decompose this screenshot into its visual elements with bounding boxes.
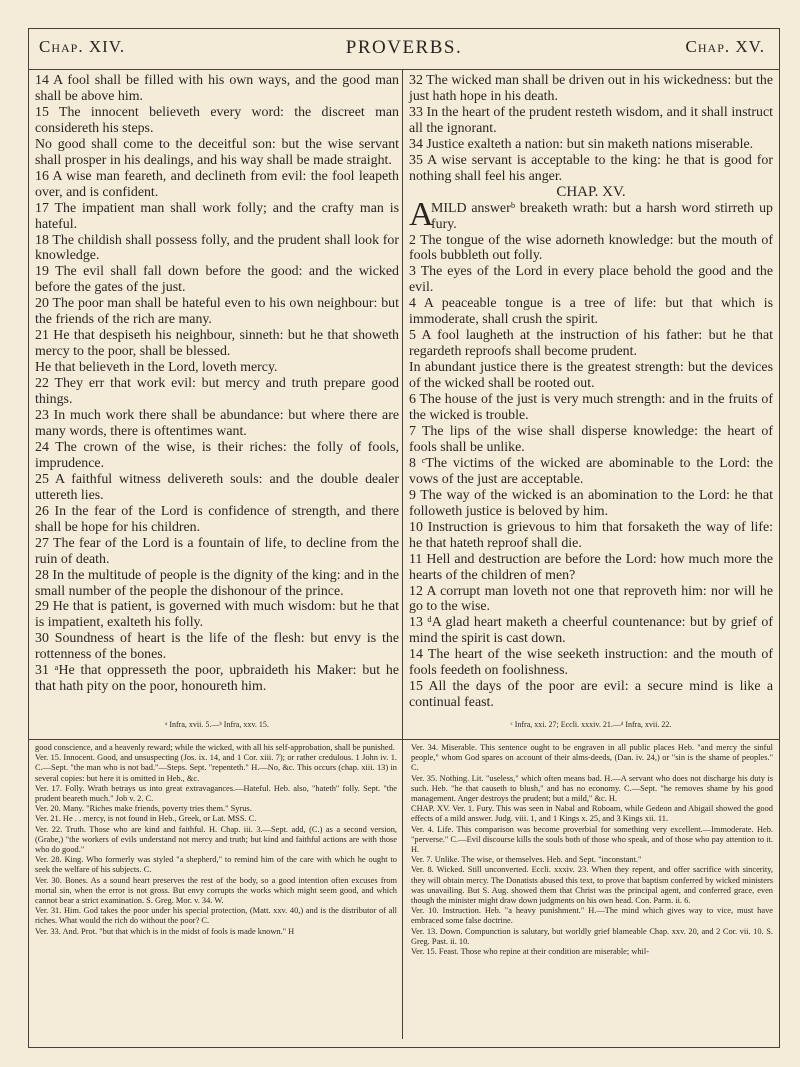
verse: 10 Instruction is grievous to him that forsaketh the way of life: he that hateth reproof shall die.: [409, 519, 773, 551]
verse: 14 A fool shall be filled with his own ways, and the good man shall be above him.: [35, 73, 399, 104]
column-divider: [402, 69, 403, 740]
verse: 18 The childish shall possess folly, and the prudent shall look for knowledge.: [35, 232, 399, 264]
footnote-references-right: ᶜ Infra, xxi. 27; Eccli. xxxiv. 21.—ᵈ Infra, xvii. 22.: [510, 720, 672, 729]
commentary-note: Ver. 17. Folly. Wrath betrays us into great extravagances.—Hateful. Heb. also, "hateth" folly. Sept. "the prudent beareth much." Job v. 2. C.: [35, 783, 397, 804]
verse: 20 The poor man shall be hateful even to his own neighbour: but the friends of the rich are many.: [35, 296, 399, 328]
chapter-first-verse: [409, 195, 773, 233]
commentary-note: Ver. 7. Unlike. The wise, or themselves. Heb. and Sept. "inconstant.": [411, 855, 642, 865]
first-verse-text: MILD answerᵇ breaketh wrath: but a harsh word stirreth up fury.: [431, 200, 773, 232]
verse: 19 The evil shall fall down before the good: and the wicked before the gates of the just.: [35, 264, 399, 296]
commentary-note: CHAP. XV. Ver. 1. Fury. This was seen in Nabal and Roboam, while Gedeon and Abigail showed the good effects of a mild answer. Judg. viii. 1, and 1 Kings x. 25, and 3 Kings xii. 11.: [411, 804, 773, 824]
book-title: PROVERBS.: [345, 37, 463, 58]
verse: 13 ᵈA glad heart maketh a cheerful countenance: but by grief of mind the spirit is cast down.: [409, 615, 773, 647]
verse: 28 In the multitude of people is the dignity of the king: and in the small number of the people the dishonour of the prince.: [35, 567, 399, 599]
right-text-column: [409, 73, 773, 711]
commentary-note: Ver. 20. Many. "Riches make friends, poverty tries them." Syrus.: [35, 804, 252, 814]
verse: He that believeth in the Lord, loveth mercy.: [35, 360, 278, 376]
verse: 25 A faithful witness delivereth souls: and the double dealer uttereth lies.: [35, 471, 399, 503]
commentary-note: Ver. 15. Innocent. Good, and unsuspecting (Jos. ix. 14, and 1 Cor. xiii. 7); or rather credulous. 1 John iv. 1. C.—Sept. "the man who is not bad."—Steps. Sept. "repenteth." H.—No, &c. This occurs (chap. xiii. 13) in several copies: but here it is omitted in Heb., &c.: [35, 753, 397, 783]
chapter-left-label: Chap. XIV.: [39, 37, 126, 56]
verse: 21 He that despiseth his neighbour, sinneth: but he that showeth mercy to the poor, shall be blessed.: [35, 328, 399, 360]
verse: 32 The wicked man shall be driven out in his wickedness: but the just hath hope in his death.: [409, 73, 773, 104]
verse: 6 The house of the just is very much strength: and in the fruits of the wicked is trouble.: [409, 392, 773, 424]
commentary-note: good conscience, and a heavenly reward; while the wicked, with all his self-approbation, shall be punished.: [35, 743, 395, 752]
notes-column-divider: [402, 739, 403, 1039]
verse: 14 The heart of the wise seeketh instruction: and the mouth of fools feedeth on foolishness.: [409, 647, 773, 679]
verse: 35 A wise servant is acceptable to the king: he that is good for nothing shall feel his anger.: [409, 152, 773, 184]
commentary-note: Ver. 30. Bones. As a sound heart preserves the rest of the body, so a good intention often excuses from mortal sin, when the error is not gross. But envy corrupts the works which might seem good, and which cannot bear a strict examination. S. Greg. Mor. v. 34. W.: [35, 875, 397, 906]
verse: No good shall come to the deceitful son: but the wise servant shall prosper in his dealings, and his way shall be made straight.: [35, 136, 399, 168]
verse: 12 A corrupt man loveth not one that reproveth him: nor will he go to the wise.: [409, 583, 773, 615]
verse: 7 The lips of the wise shall disperse knowledge: the heart of fools shall be unlike.: [409, 423, 773, 455]
commentary-note: Ver. 22. Truth. Those who are kind and faithful. H. Chap. iii. 3.—Sept. add, (C.) as a second version, (Grabe,) "the workers of evils understand not mercy and truth; but kind and faithful actions are with those who do good.": [35, 824, 397, 855]
verse: 3 The eyes of the Lord in every place behold the good and the evil.: [409, 264, 773, 296]
verse: 16 A wise man feareth, and declineth from evil: the fool leapeth over, and is confident.: [35, 168, 399, 200]
commentary-note: Ver. 15. Feast. Those who repine at their condition are miserable; whil-: [411, 947, 650, 957]
verse: 27 The fear of the Lord is a fountain of life, to decline from the ruin of death.: [35, 535, 399, 567]
verse: In abundant justice there is the greatest strength: but the devices of the wicked shall be rooted out.: [409, 360, 773, 392]
verse: 5 A fool laugheth at the instruction of his father: but he that regardeth reproofs shall become prudent.: [409, 328, 773, 360]
verse: 30 Soundness of heart is the life of the flesh: but envy is the rottenness of the bones.: [35, 631, 399, 663]
verse: 4 A peaceable tongue is a tree of life: but that which is immoderate, shall crush the spirit.: [409, 296, 773, 328]
chapter-heading: CHAP. XV.: [556, 183, 626, 200]
commentary-note: Ver. 34. Miserable. This sentence ought to be engraven in all public places Heb. "and mercy the sinful people," whom God spares on account of their alms-deeds, (Dan. iv. 24,) or "sin is the shame of peoples." C.: [411, 743, 773, 773]
verse: 23 In much work there shall be abundance: but where there are many words, there is oftentimes want.: [35, 408, 399, 439]
left-text-column: [35, 73, 399, 695]
verse: 24 The crown of the wise, is their riches: the folly of fools, imprudence.: [35, 439, 399, 471]
verse: 26 In the fear of the Lord is confidence of strength, and there shall be hope for his children.: [35, 503, 399, 535]
verse: 17 The impatient man shall work folly; and the crafty man is hateful.: [35, 200, 399, 232]
commentary-note: Ver. 33. And. Prot. "but that which is in the midst of fools is made known." H: [35, 926, 295, 936]
commentary-right: [411, 743, 773, 957]
commentary-note: Ver. 28. King. Who formerly was styled "a shepherd," to remind him of the care with which he ought to seek the welfare of his subjects. C.: [35, 855, 397, 875]
commentary-note: Ver. 13. Down. Compunction is salutary, but worldly grief blameable Chap. xxv. 20, and 2 Cor. vii. 10. S. Greg. Past. ii. 10.: [411, 926, 773, 946]
commentary-note: Ver. 10. Instruction. Heb. "a heavy punishment." H.—The mind which gives way to vice, must have embraced some false doctrine.: [411, 906, 773, 926]
verse: 31 ᵃHe that oppresseth the poor, upbraideth his Maker: but he that hath pity on the poor, honoureth him.: [35, 663, 399, 695]
verse: 8 ᶜThe victims of the wicked are abominable to the Lord: the vows of the just are acceptable.: [409, 455, 773, 487]
verse: 15 The innocent believeth every word: the discreet man considereth his steps.: [35, 104, 399, 136]
verse: 9 The way of the wicked is an abomination to the Lord: he that followeth justice is beloved by him.: [409, 487, 773, 519]
commentary-note: Ver. 4. Life. This comparison was become proverbial for something very excellent.—Immoderate. Heb. "perverse." C.—Evil discourse kills the souls both of those who speak, and of those who pay attention to it. H.: [411, 824, 773, 855]
verse: 11 Hell and destruction are before the Lord: how much more the hearts of the children of men?: [409, 551, 773, 583]
commentary-note: Ver. 35. Nothing. Lit. "useless," which often means bad. H.—A servant who does not discharge his duty is such. Heb. "he that causeth to blush," and has no economy. C.—Sept. "he removes shame by his good management. Anger destroys the prudent; but a mild," &c. H.: [411, 773, 773, 804]
drop-cap: A: [409, 195, 434, 233]
commentary-note: Ver. 8. Wicked. Still unconverted. Eccli. xxxiv. 23. When they repent, and offer sacrifice with sincerity, they will obtain mercy. The Donatists abused this text, to prove that baptism conferred by wicked ministers was unavailing. But S. Aug. showed them that Christ was the principal agent, and conferred grace, even though the minister might draw down judgments on his own head. Con. Parm. ii. 6.: [411, 865, 773, 906]
verse: 34 Justice exalteth a nation: but sin maketh nations miserable.: [409, 136, 754, 152]
chapter-right-label: Chap. XV.: [685, 37, 765, 56]
notes-divider: [29, 739, 779, 740]
commentary-left: [35, 743, 397, 937]
commentary-note: Ver. 21. He . . mercy, is not found in Heb., Greek, or Lat. MSS. C.: [35, 814, 257, 824]
verse: 15 All the days of the poor are evil: a secure mind is like a continual feast.: [409, 679, 773, 711]
running-header: [29, 29, 779, 70]
bible-page: [28, 28, 780, 1048]
footnote-references-left: ᵃ Infra, xvii. 5.—ᵇ Infra, xxv. 15.: [165, 720, 269, 729]
verse: 2 The tongue of the wise adorneth knowledge: but the mouth of fools bubbleth out folly.: [409, 232, 773, 264]
commentary-note: Ver. 31. Him. God takes the poor under his special protection, (Matt. xxv. 40,) and is the distributor of all riches. What would the rich do without the poor? C.: [35, 906, 397, 926]
verse: 33 In the heart of the prudent resteth wisdom, and it shall instruct all the ignorant.: [409, 104, 773, 136]
verse: 29 He that is patient, is governed with much wisdom: but he that is impatient, exalteth his folly.: [35, 599, 399, 631]
verse: 22 They err that work evil: but mercy and truth prepare good things.: [35, 376, 399, 408]
